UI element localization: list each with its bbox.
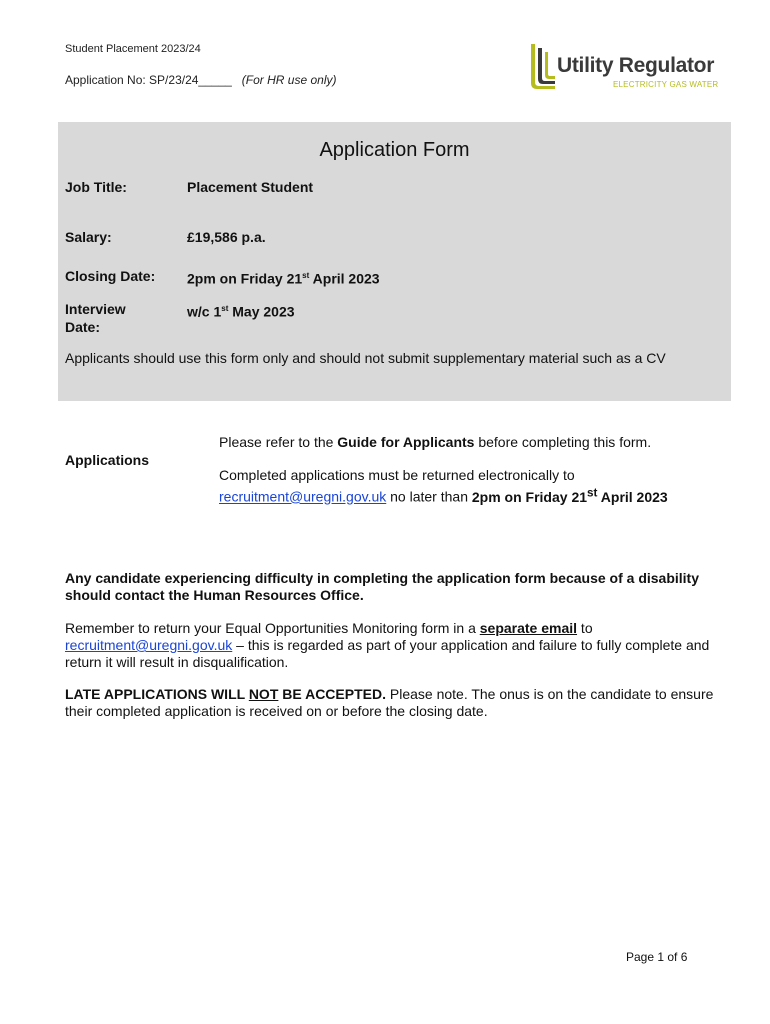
interview-date-label: Interview Date: (65, 301, 126, 335)
guide-reference-post: before completing this form. (474, 434, 652, 450)
logo-tagline: ELECTRICITY GAS WATER (613, 80, 719, 89)
late-warning-pre: LATE APPLICATIONS WILL (65, 686, 249, 702)
late-applications-notice (65, 686, 725, 720)
guide-reference (219, 434, 734, 451)
return-deadline-month: April 2023 (597, 488, 668, 505)
applications-heading: Applications (65, 452, 150, 468)
return-instructions-pre: Completed applications must be returned electronically to (219, 467, 575, 483)
guide-for-applicants: Guide for Applicants (337, 434, 475, 450)
return-instructions (219, 467, 734, 506)
reminder-pre: Remember to return your Equal Opportunities Monitoring form in a (65, 620, 480, 636)
interview-date-value (187, 300, 295, 321)
closing-date-suffix: st (302, 271, 310, 280)
application-number (65, 73, 336, 87)
equal-opportunities-reminder (65, 620, 725, 671)
late-notice-text: Please note. The onus is on the candidate to ensure their completed application is received on or before the closing date. (65, 686, 714, 719)
hr-use-note: (For HR use only) (241, 73, 337, 87)
salary-value: £19,586 p.a. (187, 229, 266, 245)
late-warning-not: NOT (248, 686, 279, 702)
closing-date-value (187, 267, 380, 288)
interview-date-suffix: st (221, 304, 229, 313)
utility-regulator-logo (527, 42, 727, 92)
disability-note: Any candidate experiencing difficulty in completing the application form because of a disability should contact the Human Resources Office. (65, 570, 700, 603)
interview-date-month: May 2023 (228, 303, 295, 320)
return-deadline (471, 486, 668, 505)
page-number: Page 1 of 6 (626, 950, 688, 964)
recruitment-email-link[interactable]: recruitment@uregni.gov.uk (219, 488, 387, 505)
logo-name: Utility Regulator (557, 54, 715, 77)
application-number-text: Application No: SP/23/24_____ (65, 73, 232, 87)
late-warning-post: BE ACCEPTED. (278, 686, 386, 702)
closing-date-text: 2pm on Friday 21 (187, 270, 303, 287)
guide-reference-pre: Please refer to the (219, 434, 338, 450)
return-deadline-suffix: st (587, 486, 598, 499)
job-summary-box (58, 122, 731, 401)
reminder-mid: to (577, 620, 593, 636)
interview-date-text: w/c 1 (187, 303, 222, 320)
return-instructions-mid: no later than (386, 488, 472, 505)
closing-date-month: April 2023 (309, 270, 380, 287)
salary-label: Salary: (65, 229, 112, 245)
job-title-label: Job Title: (65, 179, 127, 195)
reminder-post: – this is regarded as part of your application and failure to fully complete and return it will result in disqualification. (65, 637, 710, 670)
supplementary-material-note: Applicants should use this form only and should not submit supplementary material such as a CV (65, 350, 666, 366)
separate-email-emphasis: separate email (479, 620, 578, 636)
return-deadline-text: 2pm on Friday 21 (471, 488, 588, 505)
late-warning (65, 686, 386, 702)
closing-date-label: Closing Date: (65, 268, 156, 284)
logo-mark-icon (527, 42, 559, 90)
placement-header: Student Placement 2023/24 (65, 43, 201, 55)
recruitment-email-link-2[interactable]: recruitment@uregni.gov.uk (65, 637, 233, 653)
applications-instructions (219, 434, 734, 522)
form-title: Application Form (319, 139, 470, 161)
job-title-value: Placement Student (187, 179, 314, 195)
